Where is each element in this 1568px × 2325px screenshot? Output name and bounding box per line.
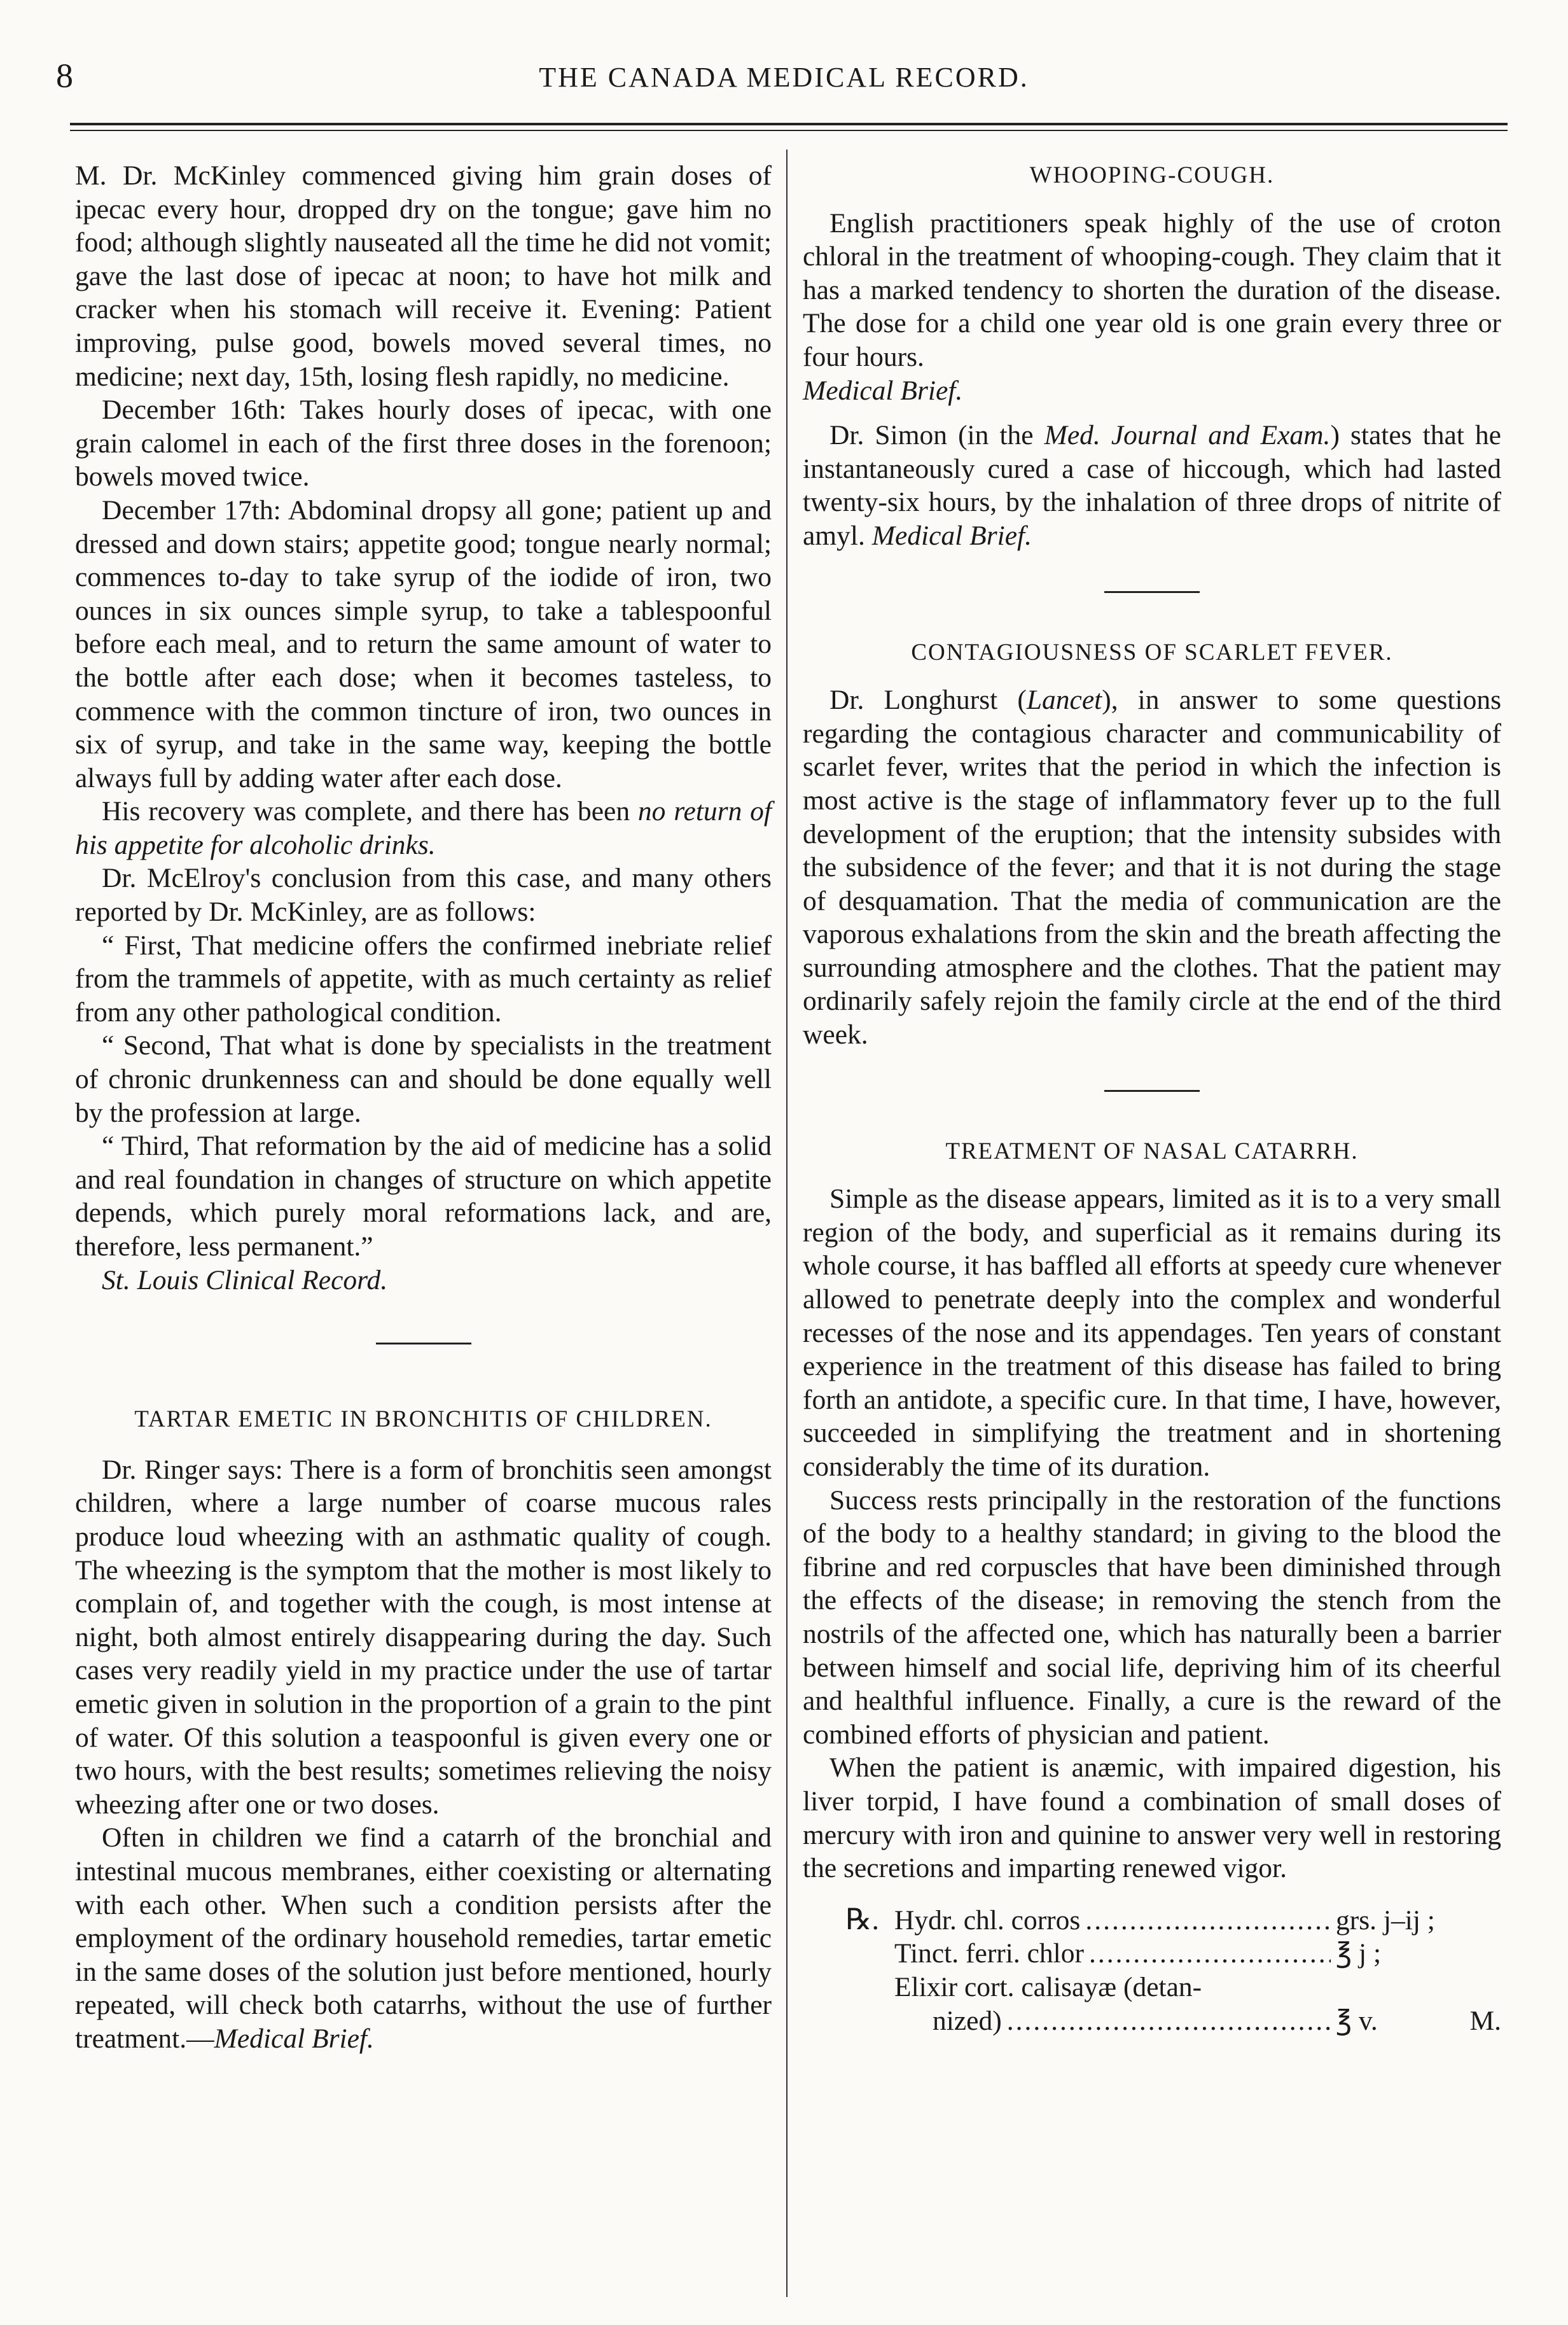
paragraph: English practitioners speak highly of the use of croton chloral in the treatment of whooping-cough. They claim that it has a marked tendency to shorten the duration of the disease. The dose for a child one year old is one grain every three or four hours. [803,207,1501,372]
prescription [803,1903,1501,2037]
paragraph: Simple as the disease appears, limited as it is to a very small region of the body, and superficial as it remains during its whole course, it has baffled all efforts at speedy cure whenever allowed to penetrate deeply into the complex and wonderful recesses of the nose and its appendages. Ten years of constant experience in the treatment of this disease has failed to bring forth an antidote, a specific cure. In that time, I have, however, succeeded in simplifying the treatment and in shortening considerably the time of its duration. [803,1183,1501,1482]
text-run: Often in children we find a catarrh of the bronchial and intestinal mucous membranes, either coexisting or alternating with each other. When such a condition persists after the employment of the ordinary household remedies, tartar emetic in the same doses of the solution just before mentioned, hourly repeated, will check both catarrhs, without the use of further treatment.— [75,1822,772,2054]
text-run: Dr. Longhurst ( [829,685,1027,716]
quotation: “ Third, That reformation by the aid of medicine has a solid and real foundation in changes of structure on which appetite depends, which purely moral reformations lack, and are, therefore, less permanent.” [75,1131,772,1262]
right-column [803,159,1501,2037]
left-column [75,159,772,2055]
emphasis: Med. Journal and Exam. [1044,420,1331,451]
leader-dots [1085,1904,1331,1937]
text-run: Dr. Simon (in the [829,420,1044,451]
leader-dots [1089,1937,1331,1971]
ingredient: nized) [933,2005,1002,2036]
source-citation: Medical Brief. [803,375,963,406]
paragraph: Dr. McElroy's conclusion from this case, and many others reported by Dr. McKinley, are as follows: [75,863,772,928]
emphasis: Lancet [1026,685,1102,716]
quotation: “ Second, That what is done by specialists in the treatment of chronic drunkenness can and should be done equally well by the profession at large. [75,1030,772,1128]
paragraph: M. Dr. McKinley commenced giving him grain doses of ipecac every hour, dropped dry on the tongue; gave him no food; although slightly nauseated all the time he did not vomit; gave the last dose of ipecac at noon; to have hot milk and cracker when his stomach will receive it. Evening: Patient improving, pulse good, bowels moved several times, no medicine; next day, 15th, losing flesh rapidly, no medicine. [75,160,772,392]
paragraph [75,795,772,862]
leader-dots [1007,2004,1331,2038]
text-run: ) states that he instantaneously cured a case of hiccough, which had lasted twenty-six hours, by the inhalation of three drops of nitrite of amyl. [803,420,1501,551]
recipe-symbol: ℞. [845,1903,879,1936]
paragraph: When the patient is anæmic, with impaired digestion, his liver torpid, I have found a combination of small doses of mercury with iron and quinine to answer very well in restoring the secretions and imparting renewed vigor. [803,1752,1501,1884]
ingredient: Tinct. ferri. chlor [894,1938,1085,1969]
misce-mark: M. [1469,2005,1501,2036]
header-rule-thin [70,130,1508,131]
dose: ℥ j ; [1336,1938,1382,1969]
source-citation: St. Louis Clinical Record. [102,1264,388,1295]
paragraph [803,683,1501,1052]
prescription-line [803,1903,1501,1937]
text-run: ), in answer to some questions regarding the contagious character and communicability of scarlet fever, writes that the period in which the infection is most active is the stage of inflammatory fever up to the full development of the eruption; that the intensity subsides with the subsidence of the fever; and that it is not during the stage of desquamation. That the media of communication are the vaporous exhalations from the skin and the breath affecting the surrounding atmosphere and the clothes. That the patient may ordinarily safely rejoin the family circle at the end of the third week. [803,685,1502,1051]
header-rule-thick [70,123,1508,125]
column-divider [786,150,787,2297]
section-heading: CONTAGIOUSNESS OF SCARLET FEVER. [911,639,1393,666]
prescription-line [803,2004,1501,2038]
paragraph: Success rests principally in the restoration of the functions of the body to a healthy standard; in giving to the blood the fibrine and red corpuscles that have been diminished through the effects of the disease; in removing the stench from the nostrils of the affected one, which has naturally been a barrier between himself and social life, depriving him of its cheerful and healthful influence. Finally, a cure is the reward of the combined efforts of physician and patient. [803,1484,1501,1750]
running-head: THE CANADA MEDICAL RECORD. [539,62,1029,93]
source-citation: Medical Brief. [214,2023,374,2054]
page-number: 8 [56,57,73,95]
dose: grs. j–ij ; [1336,1904,1435,1936]
dose: ℥ v. [1336,2005,1378,2036]
quotation: “ First, That medicine offers the confirmed inebriate relief from the trammels of appetite, with as much certainty as relief from any other pathological condition. [75,930,772,1028]
ingredient: Hydr. chl. corros [894,1904,1081,1936]
section-heading: WHOOPING-COUGH. [1029,162,1275,188]
source-citation: Medical Brief. [871,520,1032,551]
ingredient: Elixir cort. calisayæ (detan- [894,1971,1202,2002]
prescription-line [803,1971,1501,2004]
paragraph: December 17th: Abdominal dropsy all gone; patient up and dressed and down stairs; appetite good; tongue nearly normal; commences to-day to take syrup of the iodide of iron, two ounces in six ounces simple syrup, to take a tablespoonful before each meal, and to return the same amount of water to the bottle after each dose; when it becomes tasteless, to commence with the common tincture of iron, two ounces in six of syrup, and take in the same way, keeping the bottle always full by adding water after each dose. [75,494,772,793]
paragraph: Dr. Ringer says: There is a form of bronchitis seen amongst children, where a large number of coarse mucous rales produce loud wheezing with an asthmatic quality of cough. The wheezing is the symptom that the mother is most likely to complain of, and together with the cough, is most intense at night, both almost entirely disappearing during the day. Such cases very readily yield in my practice under the use of tartar emetic given in solution in the proportion of a grain to the pint of water. Of this solution a teaspoonful is given every one or two hours, with the best results; sometimes relieving the noisy wheezing after one or two doses. [75,1454,772,1820]
section-heading: TARTAR EMETIC IN BRONCHITIS OF CHILDREN. [134,1406,712,1433]
section-heading: TREATMENT OF NASAL CATARRH. [945,1138,1359,1164]
prescription-line [803,1937,1501,1971]
paragraph: December 16th: Takes hourly doses of ipecac, with one grain calomel in each of the first three doses in the forenoon; bowels moved twice. [75,394,772,492]
text-run: His recovery was complete, and there has been [102,796,638,827]
paragraph [803,419,1501,552]
emphasis: no return of his appetite for alcoholic drinks. [75,796,772,860]
paragraph [75,1821,772,2055]
